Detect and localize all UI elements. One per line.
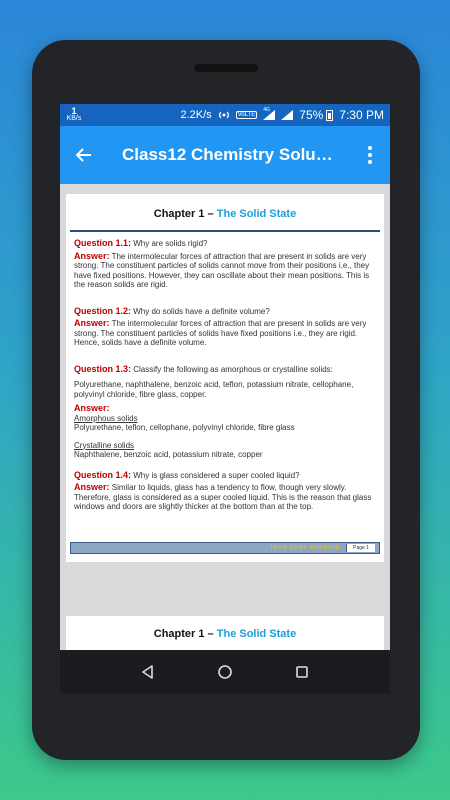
- chapter-prefix: Chapter 1 –: [153, 628, 214, 640]
- more-vert-icon[interactable]: [360, 143, 380, 167]
- triangle-back-icon: [140, 664, 156, 680]
- question-3-list: Polyurethane, naphthalene, benzoic acid, teflon, potassium nitrate, cellophane, polyvinyl chloride, fibre glass, copper.: [74, 380, 354, 399]
- question-1: [74, 239, 378, 249]
- answer-2: [74, 319, 378, 348]
- document-viewer[interactable]: [60, 184, 390, 694]
- data-speed-indicator: [66, 108, 82, 122]
- question-text: Why do solids have a definite volume?: [133, 306, 270, 316]
- footer-brand: TECH EASY ANDROID: [270, 544, 341, 551]
- chapter-title: The Solid State: [216, 628, 297, 640]
- question-label: Question 1.1:: [74, 238, 132, 248]
- chapter-heading: [66, 204, 384, 220]
- network-type: 4G: [263, 107, 270, 113]
- crystalline-heading: Crystalline solids: [74, 440, 135, 450]
- navigation-bar: [60, 650, 390, 694]
- question-text: Classify the following as amorphous or crystalline solids:: [133, 364, 333, 374]
- crystalline-list: Naphthalene, benzoic acid, potassium nitrate, copper: [74, 450, 263, 459]
- footer-page-number: Page 1: [346, 544, 375, 552]
- battery-percent: 75%: [299, 108, 324, 122]
- circle-home-icon: [217, 664, 233, 680]
- answer-3: [74, 404, 378, 460]
- answer-label: Answer:: [74, 403, 110, 413]
- answer-label: Answer:: [74, 250, 110, 261]
- signal-icon: [263, 107, 275, 120]
- nav-recents-button[interactable]: [290, 660, 314, 684]
- amorphous-heading: Amorphous solids: [74, 413, 138, 423]
- answer-label: Answer:: [74, 482, 110, 492]
- answer-text: Similar to liquids, glass has a tendency to flow, though very slowly. Therefore, glass is considered as a super cooled liquid. This is the reason that glass windows and doors are slightly thicker at the bottom than at the top.: [74, 483, 372, 511]
- chapter-title: The Solid State: [216, 208, 297, 220]
- answer-text: The intermolecular forces of attraction that are present in solids are very strong. The constituent particles of solids cannot move from their positions i.e., they have fixed positions. However, they can oscillate about their mean positions. This is the reason solids are rigid.: [74, 251, 370, 289]
- earpiece: [194, 64, 258, 72]
- app-bar: [60, 126, 390, 184]
- question-3: [74, 365, 378, 375]
- nav-back-button[interactable]: [136, 660, 160, 684]
- data-speed-value: 1: [71, 106, 77, 116]
- page-title: Class12 Chemistry Solu…: [122, 145, 333, 164]
- signal-icon-2: [281, 110, 293, 120]
- document-page-1: [66, 194, 384, 562]
- question-label: Question 1.2:: [74, 305, 132, 316]
- answer-label: Answer:: [74, 318, 110, 328]
- question-2: [74, 307, 378, 317]
- battery-icon: [326, 110, 333, 121]
- amorphous-list: Polyurethane, teflon, cellophane, polyvinyl chloride, fibre glass: [74, 423, 295, 432]
- nav-home-button[interactable]: [213, 660, 237, 684]
- data-speed-unit: KB/s: [66, 115, 82, 122]
- question-label: Question 1.3:: [74, 363, 132, 374]
- screen: [60, 104, 390, 694]
- chapter-prefix: Chapter 1 –: [153, 208, 214, 220]
- page-body: [66, 232, 384, 512]
- question-text: Why are solids rigid?: [133, 239, 208, 248]
- chapter-heading: [66, 616, 384, 640]
- question-label: Question 1.4:: [74, 469, 132, 480]
- answer-1: [74, 252, 378, 290]
- page-footer: [70, 542, 380, 554]
- status-bar: [60, 104, 390, 126]
- net-speed: 2.2K/s: [180, 109, 212, 121]
- volte-badge: VoLTE: [237, 112, 256, 118]
- arrow-back-icon: [75, 146, 93, 164]
- back-button[interactable]: [72, 143, 96, 167]
- question-text: Why is glass considered a super cooled liquid?: [133, 470, 300, 480]
- question-4: [74, 471, 378, 481]
- answer-4: [74, 483, 378, 512]
- clock: 7:30 PM: [339, 108, 384, 122]
- answer-text: The intermolecular forces of attraction that are present in solids are very strong. The constituent particles of solids have fixed positions i.e., they are rigid. Hence, solids have a definite volume.: [74, 319, 367, 347]
- hotspot-icon: [218, 109, 230, 121]
- square-recents-icon: [294, 664, 310, 680]
